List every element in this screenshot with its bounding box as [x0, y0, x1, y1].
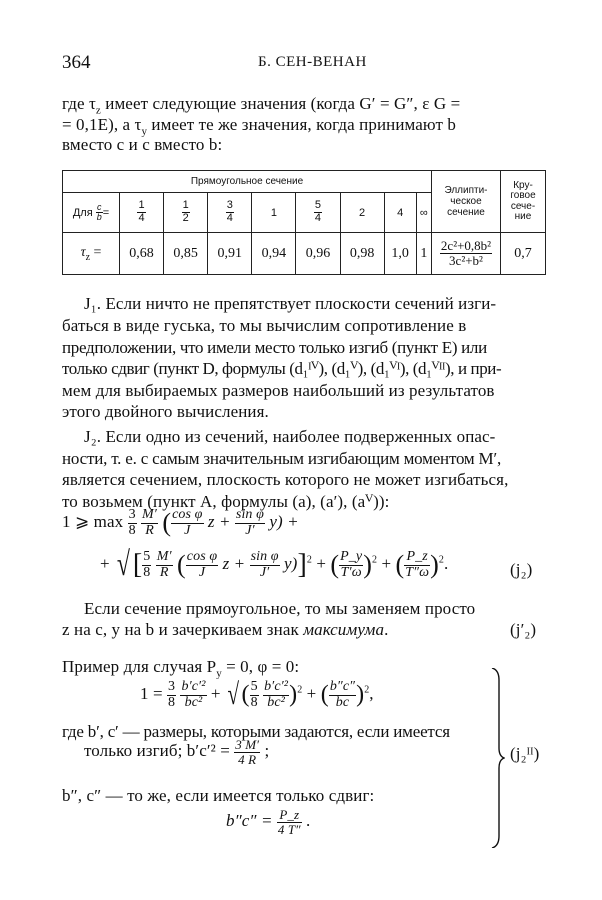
running-title: Б. СЕН-ВЕНАН — [258, 54, 367, 70]
rect-line-1: Если сечение прямоугольное, то мы заменяем просто — [84, 599, 476, 618]
table-row-label: Для $\frac{c}{b}$ = — [63, 193, 120, 233]
table-ratio-cell: 2 — [340, 193, 384, 233]
formula-j2-label: (j₂) — [510, 560, 533, 579]
table-value-cell: 0,91 — [208, 233, 252, 275]
j2-line-4: то возьмем (пункт A, формулы (a), (a′), (aⱽ)): — [62, 492, 390, 511]
j1-line-2: баться в виде гуська, то мы вычислим сопротивление в — [62, 316, 467, 335]
table-value-cell: 1,0 — [384, 233, 416, 275]
table-ratio-cell: $\frac{3}{4}$ — [208, 193, 252, 233]
table-ratio-cell: ∞ — [416, 193, 431, 233]
table-value-cell: 0,94 — [252, 233, 296, 275]
example-shear: b″c″ = $\frac{P\_z}{4 T''}$ . — [226, 807, 311, 837]
table-ratio-cell: 4 — [384, 193, 416, 233]
example-where: где b′, c′ — размеры, которыми задаются, если имеется — [62, 722, 450, 741]
intro-line-2: = 0,1E), а $\tau_y$ имеет те же значения, когда принимают b — [62, 115, 456, 138]
table-value-cell: 0,96 — [296, 233, 340, 275]
table-row-label: $\tau_z$ = — [63, 233, 120, 275]
table-row — [63, 233, 546, 275]
example-equation: 1 = $\frac{3}{8}$ $\frac{\text{b′c′²}}{\text{bc²}}$ + √ ( $\frac{5}{8}$ $\frac{\text{b′c′²}}{\text{bc²}}$ )$^2$ + ( $\frac{b''c''}{bc}$ )$^2$, — [140, 678, 374, 711]
rect-label: (j′₂) — [510, 620, 537, 639]
j1-line-5: мем для выбираемых размеров наибольший из результатов — [62, 381, 495, 400]
page-number: 364 — [62, 52, 91, 73]
example-same: b″, c″ — то же, если имеется только сдвиг: — [62, 786, 375, 805]
intro-line-1: где $\tau_z$ имеет следующие значения (когда G′ = G″, ε G = — [62, 94, 461, 117]
example-line-1: Пример для случая $P_y = 0$, φ = 0: — [62, 657, 300, 680]
table-value-cell: 0,68 — [120, 233, 164, 275]
j2-line-3: является сечением, плоскость которого не может изгибаться, — [62, 470, 509, 489]
table-ratio-cell: 1 — [252, 193, 296, 233]
table-round-value: 0,7 — [501, 233, 546, 275]
intro-line-3: вместо c и c вместо b: — [62, 135, 223, 154]
table-value-cell: 0,85 — [164, 233, 208, 275]
j1-line-6: этого двойного вычисления. — [62, 402, 269, 421]
table-ratio-cell: $\frac{1}{4}$ — [120, 193, 164, 233]
table-ratio-cell: $\frac{5}{4}$ — [296, 193, 340, 233]
table-ellipse-header: Эллипти- ческое сечение — [432, 171, 501, 233]
table-value-cell: 1 — [416, 233, 431, 275]
example-label: (j₂ᴵᴵ) — [510, 744, 540, 763]
formula-j2-line-1: 1 ⩾ max $\frac{3}{8}$ $\frac{M'}{R}$ ( $\frac{\text{cos φ}}{J}$ z + $\frac{\text{sin φ}}{J'}$ y) + — [62, 507, 299, 538]
j1-line-1: J₁. Если ничто не препятствует плоскости сечений изги- — [84, 294, 497, 313]
rect-line-2: z на c, y на b и зачеркиваем знак максимума. — [62, 620, 389, 639]
formula-j2-line-2: + √ [ $\frac{5}{8}$ $\frac{M'}{R}$ ( $\frac{\text{cos φ}}{J}$ z + $\frac{\text{sin φ}}{J'}$ y)]$^2$ + ( $\frac{P\_y}{T'\omega}$ )$^2$ + ( $\frac{P\_z}{T''\omega}$ )$^2$. — [100, 546, 449, 583]
j2-line-1: J₂. Если одно из сечений, наиболее подверженных опас- — [84, 427, 496, 446]
j1-line-4: только сдвиг (пункт D, формулы (d₁ᴵⱽ), (d₁ⱽ), (d₁ⱽᴵ), (d₁ⱽᴵᴵ), и при- — [62, 359, 502, 378]
example-only-bend: только изгиб; b′c′² = $\frac{3 M'}{4 R}$ ; — [84, 737, 270, 767]
table-value-cell: 0,98 — [340, 233, 384, 275]
table-group-header: Прямоугольное сечение — [63, 171, 432, 193]
coefficient-table — [62, 170, 546, 275]
table-round-header: Кру- говое сече- ние — [501, 171, 546, 233]
table-ratio-cell: $\frac{1}{2}$ — [164, 193, 208, 233]
j1-line-3: предположении, что имели место только изгиб (пункт E) или — [62, 338, 487, 357]
right-brace-icon — [491, 668, 505, 848]
table-ellipse-value: $\frac{\text{2c²+0,8b²}}{\text{3c²+b²}}$ — [432, 233, 501, 275]
j2-line-2: ности, т. е. с самым значительным изгибающим моментом M′, — [62, 449, 502, 468]
